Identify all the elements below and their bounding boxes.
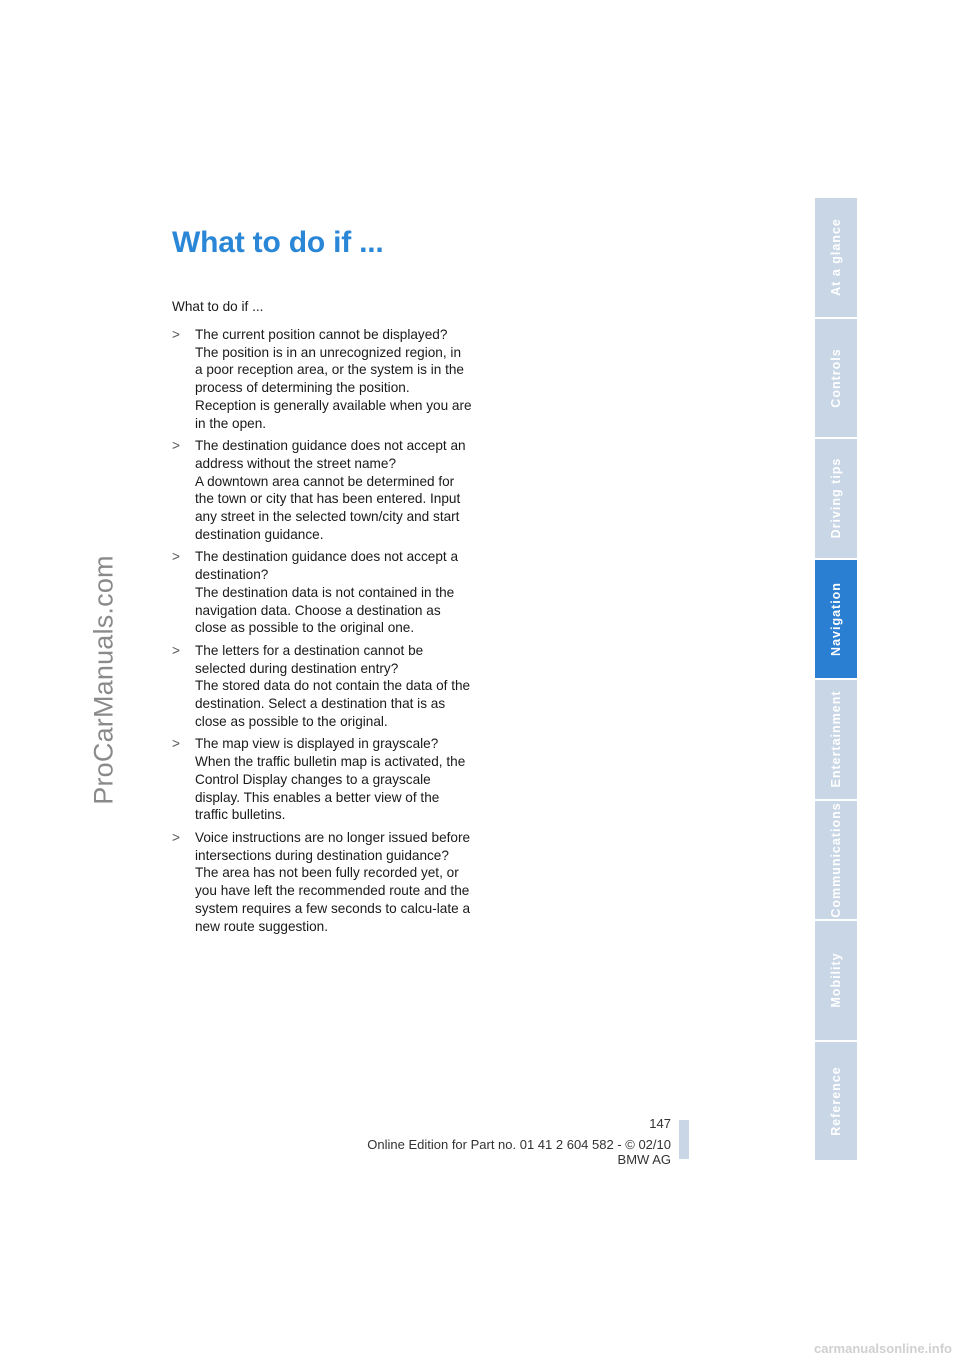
faq-answer: The destination data is not contained in the navigation data. Choose a destination as close as possible to the original one.: [195, 584, 455, 636]
intro-text: What to do if ...: [172, 299, 264, 314]
faq-answer: The area has not been fully recorded yet, or you have left the recommended route and the system requires a few seconds to calcu-late a new route suggestion.: [195, 865, 471, 934]
tab-label: Mobility: [829, 952, 843, 1008]
faq-item: [172, 437, 472, 543]
faq-item: [172, 735, 472, 824]
faq-item: [172, 326, 472, 432]
bullet-arrow-icon: >: [172, 438, 180, 454]
faq-question: The current position cannot be displayed?: [195, 327, 448, 342]
side-watermark: ProCarManuals.com: [88, 555, 119, 805]
faq-item: [172, 642, 472, 731]
page-number: 147: [649, 1116, 671, 1131]
main-content: [172, 222, 472, 940]
tab-label: Entertainment: [829, 690, 843, 788]
faq-question: The destination guidance does not accept a destination?: [195, 549, 459, 583]
faq-answer: A downtown area cannot be determined for the town or city that has been entered. Input any street in the selected town/city and start destination guidance.: [195, 473, 461, 542]
faq-answer: When the traffic bulletin map is activated, the Control Display changes to a grayscale display. This enables a better view of the traffic bulletins.: [195, 754, 466, 823]
bullet-arrow-icon: >: [172, 549, 180, 565]
tab-at-a-glance[interactable]: [815, 198, 857, 317]
faq-item: [172, 829, 472, 935]
tab-driving-tips[interactable]: [815, 439, 857, 558]
tab-navigation[interactable]: [815, 560, 857, 679]
faq-list: [172, 326, 472, 935]
bullet-arrow-icon: >: [172, 829, 180, 845]
footer-accent-bar: [679, 1120, 689, 1159]
edition-footer: Online Edition for Part no. 01 41 2 604 582 - © 02/10 BMW AG: [367, 1137, 671, 1167]
faq-question: The letters for a destination cannot be selected during destination entry?: [195, 642, 424, 676]
page-title: What to do if ...: [172, 226, 384, 259]
bullet-arrow-icon: >: [172, 642, 180, 658]
tab-communications[interactable]: [815, 801, 857, 920]
faq-item: [172, 548, 472, 637]
faq-answer: The stored data do not contain the data of the destination. Select a destination that is as close as possible to the original.: [195, 678, 471, 729]
tab-controls[interactable]: [815, 319, 857, 438]
faq-answer: The position is in an unrecognized region, in a poor reception area, or the system is in the process of determining the position. Reception is generally available when you are in the open.: [195, 344, 472, 431]
tab-label: Navigation: [829, 581, 843, 656]
faq-question: The destination guidance does not accept an address without the street name?: [195, 438, 466, 471]
tab-label: Driving tips: [829, 457, 843, 539]
tab-label: Controls: [829, 348, 843, 408]
bullet-arrow-icon: >: [172, 736, 180, 752]
tab-reference[interactable]: [815, 1042, 857, 1161]
bullet-arrow-icon: >: [172, 327, 180, 342]
bottom-watermark: carmanualsonline.info: [814, 1341, 952, 1356]
faq-question: Voice instructions are no longer issued before intersections during destination guidance?: [195, 829, 471, 863]
faq-question: The map view is displayed in grayscale?: [195, 736, 439, 752]
tab-label: Reference: [829, 1066, 843, 1136]
chapter-tabs: [815, 198, 857, 1160]
tab-label: Communications: [829, 802, 843, 918]
tab-label: At a glance: [829, 218, 843, 297]
tab-mobility[interactable]: [815, 921, 857, 1040]
tab-entertainment[interactable]: [815, 680, 857, 799]
